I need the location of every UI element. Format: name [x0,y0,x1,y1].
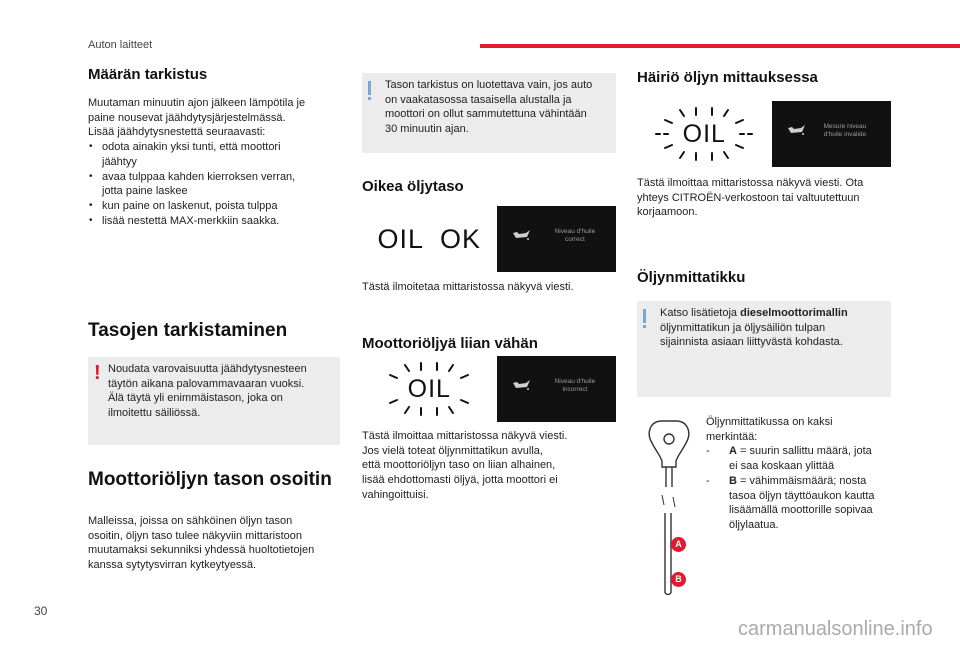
oil-ok-text: OIL OK [377,223,482,254]
info-box-dipstick: Katso lisätietoja dieselmoottorimallin öljynmittatikun ja öljysäiliön tulpan sijainnista asiaan liittyvästä kohdasta. [637,301,891,397]
list-item: • kun paine on laskenut, poista tulppa [88,199,348,214]
oil-can-icon [511,378,531,392]
dipstick-title: Öljynmittatikku [637,269,746,286]
list-item: - A = suurin sallittu määrä, jota ei saa koskaan ylittää [706,445,872,473]
levels-title: Tasojen tarkistaminen [88,320,288,341]
list-item: • lisää nestettä MAX-merkkiin saakka. [88,214,348,229]
info-icon [368,81,371,95]
level-check-steps [88,140,348,228]
section-title: Auton laitteet [88,39,153,51]
warning-icon: ! [94,362,101,384]
dipstick-icon [640,415,700,595]
mark-a-badge: A [671,537,686,552]
level-check-text: Muutaman minuutin ajon jälkeen lämpötila je paine nousevat jäähdytysjärjestelmässä. Lisää jäähdytysnestettä seuraavasti: • odota ainakin yksi tunti, että moottori jäähtyy • avaa tulppaa kahden kierroksen verran, jotta paine laskee • kun paine on laskenut, poista tulppa • lisää nestettä MAX-merkkiin saakka. [88,96,348,228]
oil-low-text: OIL [407,374,451,403]
list-item: • avaa tulppaa kahden kierroksen verran, jotta paine laskee [88,170,348,199]
oil-ok-title: Oikea öljytaso [362,178,464,195]
oil-can-icon [786,123,806,137]
oil-fault-display: OIL Mesure niveau d'huile invalide [637,101,891,167]
fault-title: Häiriö öljyn mittauksessa [637,69,818,86]
list-item: • odota ainakin yksi tunti, että moottori jäähtyy [88,140,348,169]
dipstick-marks-list [706,444,896,532]
info-icon [643,309,646,323]
page-number: 30 [34,604,48,618]
level-check-title: Määrän tarkistus [88,66,208,83]
oil-ok-caption: Tästä ilmoitetaa mittaristossa näkyvä viesti. [362,281,574,293]
fault-caption: Tästä ilmoittaa mittaristossa näkyvä viesti. Ota yhteys CITROËN-verkostoon tai valtuutettuun korjaamoon. [637,177,864,219]
indicator-text: Malleissa, joissa on sähköinen öljyn tason osoitin, öljyn taso tulee näkyviin mittaristoon muutamaksi sekunniksi yhdessä huoltotietojen kanssa sytytysvirran kytkeytyessä. [88,515,315,572]
oil-low-display: OIL Niveau d'huile incorrect [362,356,616,422]
mark-b-badge: B [671,572,686,587]
oil-ok-display: OIL OK Niveau d'huile correct [362,206,616,272]
list-item: - B = vähimmäismäärä; nosta tasoa öljyn täyttöaukon kautta lisäämällä moottorille sopivaa öljylaatua. [706,474,875,531]
watermark: carmanualsonline.info [738,618,933,640]
oil-can-icon [511,228,531,242]
oil-fault-text: OIL [682,119,726,148]
dipstick-marks-text: Öljynmittatikussa on kaksi merkintää: - A = suurin sallittu määrä, jota ei saa koskaan ylittää - B = vähimmäismäärä; nosta tasoa öljyn täyttöaukon kautta lisäämällä moottorille sopivaa öljylaatua. [706,415,896,533]
oil-low-caption: Tästä ilmoittaa mittaristossa näkyvä viesti. Jos vielä toteat öljynmittatikun avulla, että moottoriöljyn taso on liian alhainen, lisää ehdottomasti öljyä, jotta moottori ei vahingoittuisi. [362,430,568,501]
header-accent-bar [480,44,960,48]
info-box-level: Tason tarkistus on luotettava vain, jos auto on vaakatasossa tasaisella alustalla ja moottori on ollut sammutettuna vähintään 30 minuutin ajan. [362,73,616,153]
indicator-title: Moottoriöljyn tason osoitin [88,469,332,490]
warning-box: ! Noudata varovaisuutta jäähdytysnesteen täytön aikana palovammavaaran vuoksi. Älä täytä yli enimmäistason, joka on ilmoitettu säiliössä. [88,357,340,445]
oil-low-title: Moottoriöljyä liian vähän [362,335,538,352]
